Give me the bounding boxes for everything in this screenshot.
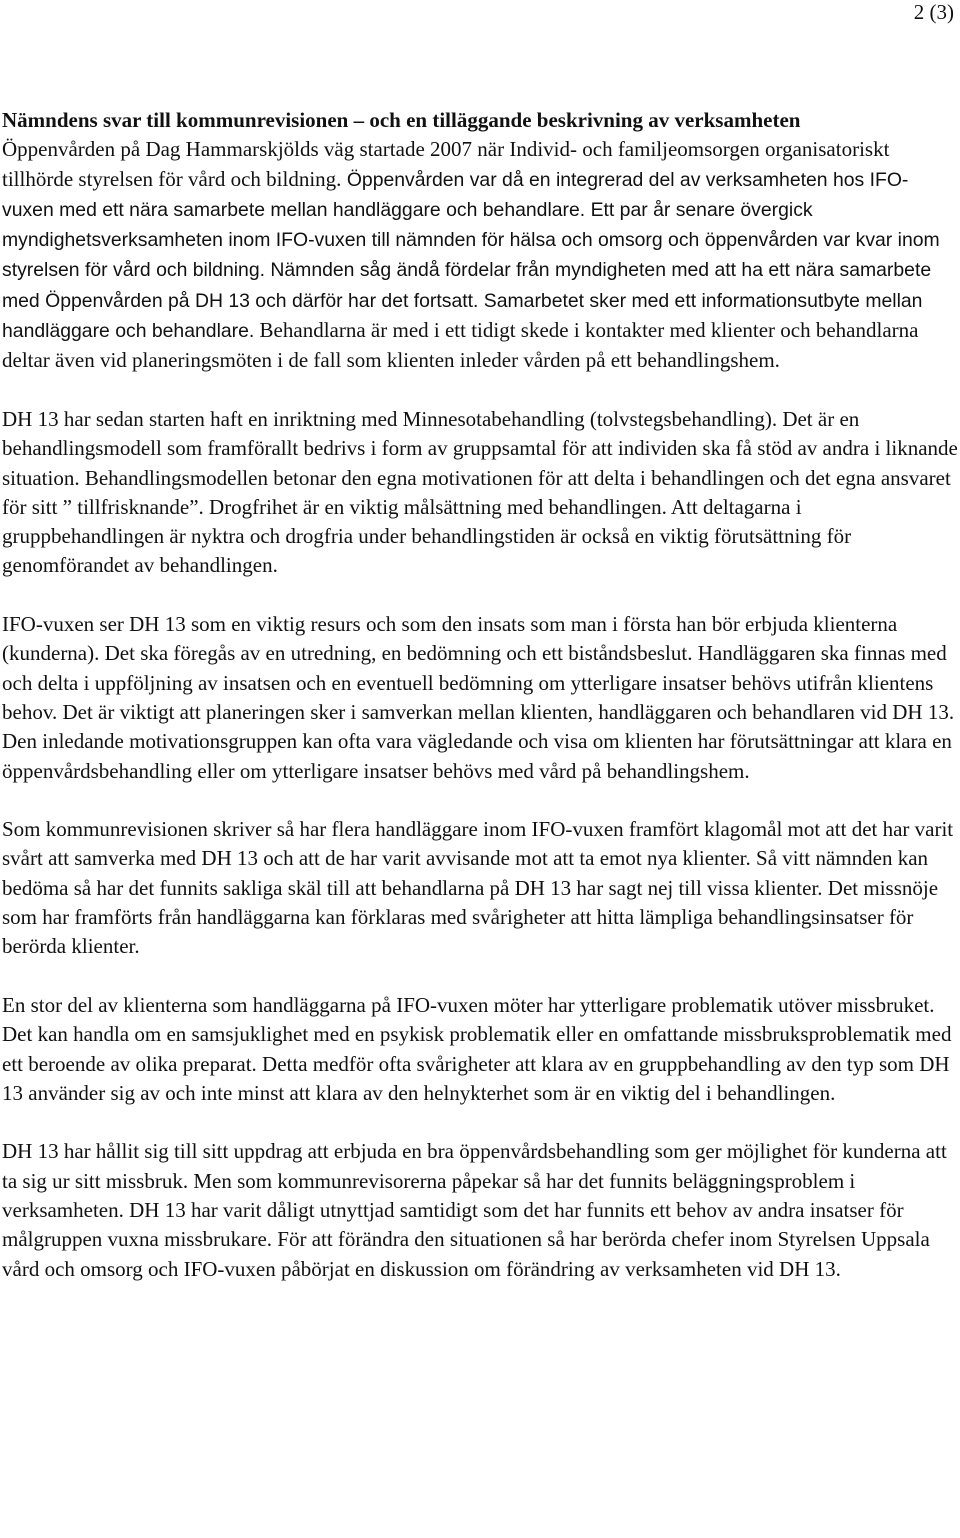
paragraph-1-intro: Öppenvården på Dag Hammarskjölds väg startade 2007 när Individ- och familjeomsorgen organisatoriskt tillhörde styrelsen för vård och bildning. bbox=[2, 137, 890, 191]
section-heading: Nämndens svar till kommunrevisionen – och en tilläggande beskrivning av verksamheten bbox=[2, 108, 801, 132]
paragraph-1-outro: Behandlarna är med i ett tidigt skede i kontakter med klienter och behandlarna deltar även vid planeringsmöten i de fall som klienten inleder vården på ett behandlingshem. bbox=[2, 318, 919, 373]
document-body bbox=[2, 106, 958, 1284]
paragraph-1 bbox=[2, 135, 958, 375]
paragraph-6: DH 13 har hållit sig till sitt uppdrag att erbjuda en bra öppenvårdsbehandling som ger möjlighet för kunderna att ta sig ur sitt missbruk. Men som kommunrevisorerna påpekar så har det funnits beläggningsproblem i verksamheten. DH 13 har varit dåligt utnyttjad samtidigt som det har funnits ett behov av andra insatser för målgruppen vuxna missbrukare. För att förändra den situationen så har berörda chefer inom Styrelsen Uppsala vård och omsorg och IFO-vuxen påbörjat en diskussion om förändring av verksamheten vid DH 13. bbox=[2, 1139, 947, 1281]
paragraph-1-sans-passage: Öppenvården var då en integrerad del av verksamheten hos IFO-vuxen med ett nära samarbete mellan handläggare och behandlare. Ett par år senare övergick myndighetsverksamheten inom IFO-vuxen till nämnden för hälsa och omsorg och öppenvården var kvar inom styrelsen för vård och bildning. Nämnden såg ändå fördelar från myndigheten med att ha ett nära samarbete med Öppenvården på DH 13 och därför har det fortsatt. Samarbetet sker med ett informationsutbyte mellan handläggare och behandlare. bbox=[2, 168, 940, 343]
paragraph-4: Som kommunrevisionen skriver så har flera handläggare inom IFO-vuxen framfört klagomål mot att det har varit svårt att samverka med DH 13 och att de har varit avvisande mot att ta emot nya klienter. Så vitt nämnden kan bedöma så har det funnits sakliga skäl till att behandlarna på DH 13 har sagt nej till vissa klienter. Det missnöje som har framförts från handläggarna kan förklaras med svårigheter att hitta lämpliga behandlingsinsatser för berörda klienter. bbox=[2, 817, 954, 959]
paragraph-2: DH 13 har sedan starten haft en inriktning med Minnesotabehandling (tolvstegsbehandling). Det är en behandlingsmodell som framförallt bedrivs i form av gruppsamtal för att individen ska få stöd av andra i liknande situation. Behandlingsmodellen betonar den egna motivationen för att delta i behandlingen och det egna ansvaret för sitt ” tillfrisknande”. Drogfrihet är en viktig målsättning med behandlingen. Att deltagarna i gruppbehandlingen är nyktra och drogfria under behandlingstiden är också en viktig förutsättning för genomförandet av behandlingen. bbox=[2, 406, 958, 578]
paragraph-3: IFO-vuxen ser DH 13 som en viktig resurs och som den insats som man i första han bör erbjuda klienterna (kunderna). Det ska föregås av en utredning, en bedömning och ett biståndsbeslut. Handläggaren ska finnas med och delta i uppföljning av insatsen och en eventuell bedömning om ytterligare insatser behövs utifrån klientens behov. Det är viktigt att planeringen sker i samverkan mellan klienten, handläggaren och behandlaren vid DH 13. Den inledande motivationsgruppen kan ofta vara vägledande och visa om klienten har förutsättningar att klara en öppenvårdsbehandling eller om ytterligare insatser behövs med vård på behandlingshem. bbox=[2, 612, 955, 783]
page-number: 2 (3) bbox=[913, 0, 954, 24]
paragraph-5: En stor del av klienterna som handläggarna på IFO-vuxen möter har ytterligare problematik utöver missbruket. Det kan handla om en samsjuklighet med en psykisk problematik eller en omfattande missbruksproblematik med ett beroende av olika preparat. Detta medför ofta svårigheter att klara av en gruppbehandling av den typ som DH 13 använder sig av och inte minst att klara av den helnykterhet som är en viktig del i behandlingen. bbox=[2, 992, 952, 1105]
